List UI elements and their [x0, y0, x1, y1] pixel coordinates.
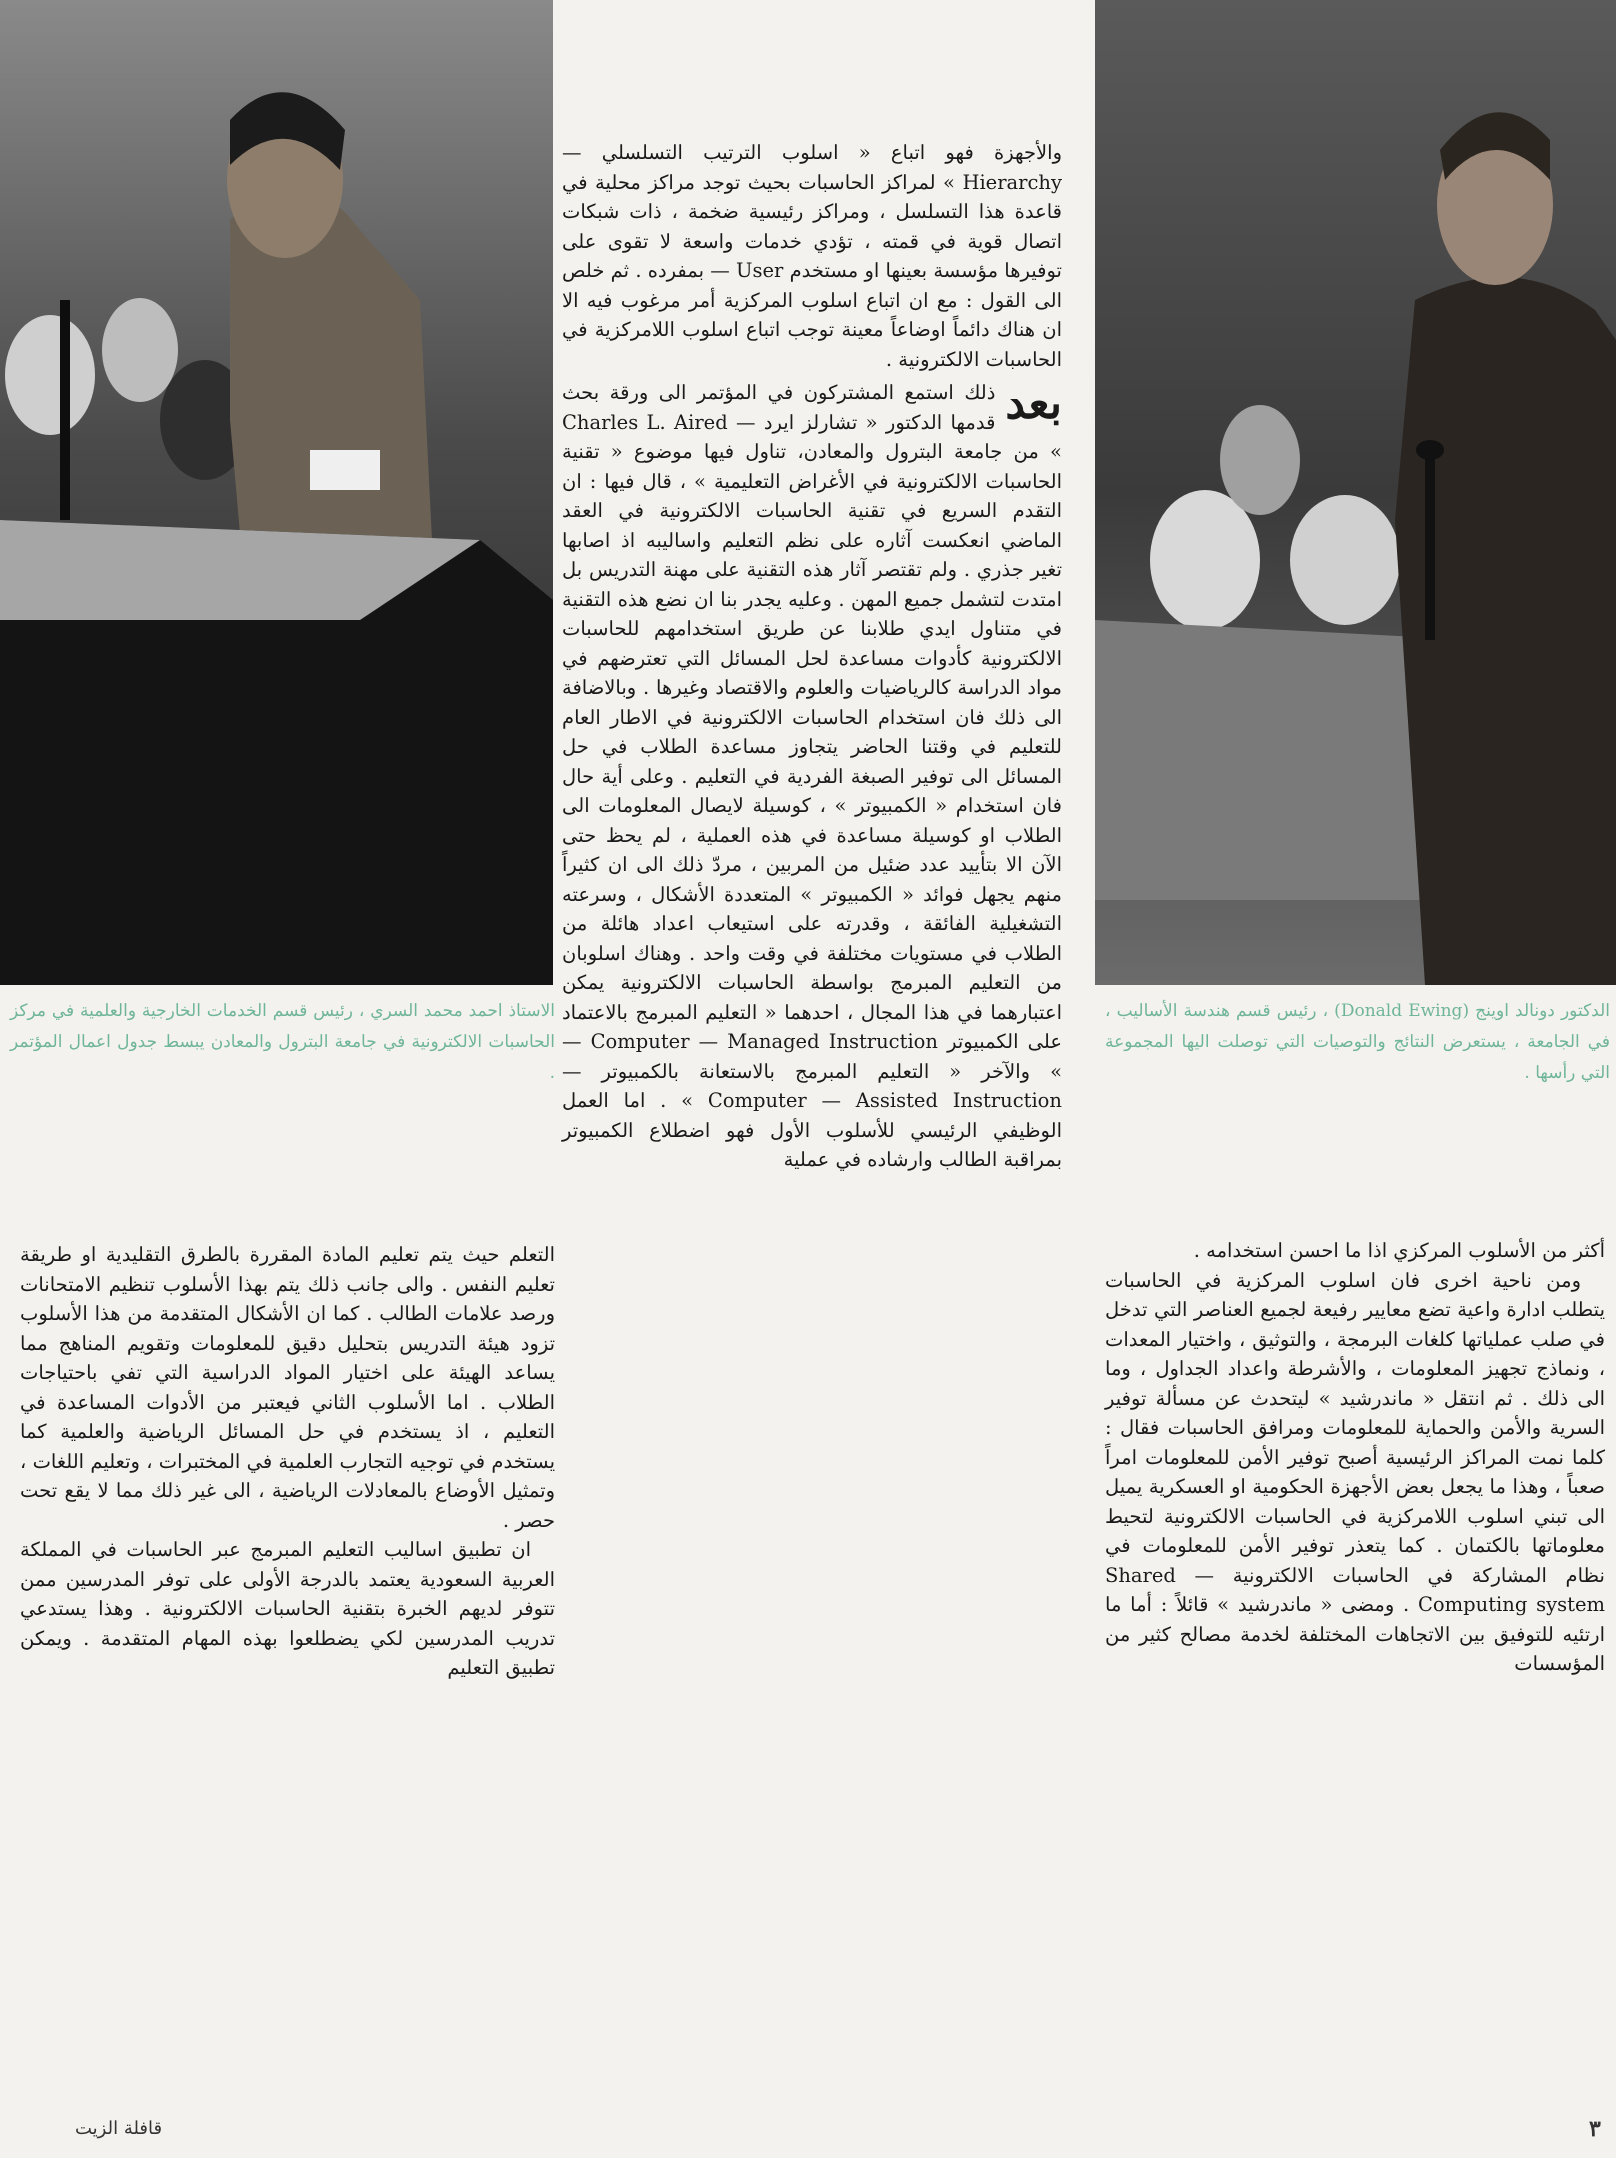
left-photo-caption: الاستاذ احمد محمد السري ، رئيس قسم الخدمات الخارجية والعلمية في مركز الحاسبات الالكترونية في جامعة البترول والمعادن يبسط جدول اعمال المؤتمر .: [10, 1001, 555, 1083]
right-photo-caption: الدكتور دونالد اوينج (Donald Ewing) ، رئيس قسم هندسة الأساليب ، في الجامعة ، يستعرض النتائج والتوصيات التي توصلت اليها المجموعة التي رأسها .: [1105, 1001, 1610, 1083]
left-text-column: [20, 1240, 555, 1683]
right-paragraph-1: أكثر من الأسلوب المركزي اذا ما احسن استخدامه .: [1193, 1239, 1605, 1262]
middle-paragraph-2-text: ذلك استمع المشتركون في المؤتمر الى ورقة بحث قدمها الدكتور « تشارلز ايرد — Charles L. Aired » من جامعة البترول والمعادن، تناول فيها موضوع « تقنية الحاسبات الالكترونية في الأغراض التعليمية » ، قال فيها : ان التقدم السريع في تقنية الحاسبات الالكترونية في العقد الماضي انعكست آثاره على نظم التعليم واساليبه اذ اصابها تغير جذري . ولم تقتصر آثار هذه التقنية على مهنة التدريس بل امتدت لتشمل جميع المهن . وعليه يجدر بنا ان نضع هذه التقنية في متناول ايدي طلابنا عن طريق استخدامهم للحاسبات الالكترونية كأدوات مساعدة لحل المسائل التي تعترضهم في مواد الدراسة كالرياضيات والعلوم والاقتصاد وغيرها . وبالاضافة الى ذلك فان استخدام الحاسبات الالكترونية في الاطار العام للتعليم في وقتنا الحاضر يتجاوز مساعدة الطلاب في حل المسائل الى توفير الصبغة الفردية في التعليم . وعلى أية حال فان استخدام « الكمبيوتر » ، كوسيلة لايصال المعلومات الى الطلاب او كوسيلة مساعدة في هذه العملية ، لم يحظ حتى الآن الا بتأييد عدد ضئيل من المربين ، مردّ ذلك الى ان كثيراً منهم يجهل فوائد « الكمبيوتر » المتعددة الأشكال ، وسرعته التشغيلية الفائقة ، وقدرته على استيعاب اعداد هائلة من الطلاب في مستويات مختلفة في وقت واحد . وهناك اسلوبان من التعليم المبرمج بواسطة الحاسبات الالكترونية يمكن اعتبارهما في هذا المجال ، احدهما « التعليم المبرمج بالاعتماد على الكمبيوتر Computer — Managed Instruction — » والآخر « التعليم المبرمج بالاستعانة بالكمبيوتر — Computer — Assisted Instruction » . اما العمل الوظيفي الرئيسي للأسلوب الأول فهو اضطلاع الكمبيوتر بمراقبة الطالب وارشاده في عملية: [562, 381, 1063, 1171]
middle-paragraph-2: [562, 378, 1062, 1175]
drop-cap: بعد: [1005, 378, 1062, 429]
speaker-illustration: [0, 0, 553, 985]
left-paragraph-2: ان تطبيق اساليب التعليم المبرمج عبر الحاسبات في المملكة العربية السعودية يعتمد بالدرجة الأولى على توفر المدرسين ممن تتوفر لديهم الخبرة بتقنية الحاسبات الالكترونية . وهذا يستدعي تدريب المدرسين لكي يضطلعوا بهذه المهام المتقدمة . ويمكن تطبيق التعليم: [20, 1538, 555, 1679]
speaker-photo: [0, 0, 553, 985]
page-number: ٣: [1589, 2116, 1601, 2142]
presenter-illustration: [1095, 0, 1616, 985]
middle-paragraph-1: والأجهزة فهو اتباع « اسلوب الترتيب التسلسلي — Hierarchy » لمراكز الحاسبات بحيث توجد مراكز محلية في قاعدة هذا التسلسل ، ومراكز رئيسية ضخمة ، ذات شبكات اتصال قوية في قمته ، تؤدي خدمات واسعة لا تقوى على توفيرها مؤسسة بعينها او مستخدم User — بمفرده . ثم خلص الى القول : مع ان اتباع اسلوب المركزية أمر مرغوب فيه الا ان هناك دائماً اوضاعاً معينة توجب اتباع اسلوب اللامركزية في الحاسبات الالكترونية .: [562, 141, 1062, 371]
right-text-column: [1105, 1236, 1605, 1679]
left-paragraph-1: التعلم حيث يتم تعليم المادة المقررة بالطرق التقليدية او طريقة تعليم النفس . والى جانب ذلك يتم بهذا الأسلوب تنظيم الامتحانات ورصد علامات الطالب . كما ان الأشكال المتقدمة من هذا الأسلوب تزود هيئة التدريس بتحليل دقيق للمعلومات وتقويم المناهج مما يساعد الهيئة على اختيار المواد الدراسية التي تفي باحتياجات الطلاب . اما الأسلوب الثاني فيعتبر من الأدوات المساعدة في التعليم ، اذ يستخدم في حل المسائل الرياضية والعلمية كما يستخدم في توجيه التجارب العلمية في المختبرات ، وتعليم اللغات ، وتمثيل الأوضاع بالمعادلات الرياضية ، الى غير ذلك مما لا يقع تحت حصر .: [20, 1243, 555, 1532]
middle-text-column: [562, 138, 1062, 1175]
right-paragraph-2: ومن ناحية اخرى فان اسلوب المركزية في الحاسبات يتطلب ادارة واعية تضع معايير رفيعة لجميع العناصر التي تدخل في صلب عملياتها كلغات البرمجة ، والتوثيق ، واختيار المعدات ، ونماذج تجهيز المعلومات ، والأشرطة واعداد الجداول ، وما الى ذلك . ثم انتقل « ماندرشيد » ليتحدث عن مسألة توفير السرية والأمن والحماية للمعلومات ومرافق الحاسبات فقال : كلما نمت المراكز الرئيسية أصبح توفير الأمن للمعلومات امراً صعباً ، وهذا ما يجعل بعض الأجهزة الحكومية او العسكرية يميل الى تبني اسلوب اللامركزية في الحاسبات الالكترونية لتحيط معلوماتها بالكتمان . كما يتعذر توفير الأمن للمعلومات في نظام المشاركة في الحاسبات الالكترونية — Shared Computing system . ومضى « ماندرشيد » قائلاً : أما ما ارتئيه للتوفيق بين الاتجاهات المختلفة لخدمة مصالح كثير من المؤسسات: [1105, 1268, 1605, 1675]
magazine-title: قافلة الزيت: [75, 2118, 163, 2139]
presenter-photo: [1095, 0, 1616, 985]
